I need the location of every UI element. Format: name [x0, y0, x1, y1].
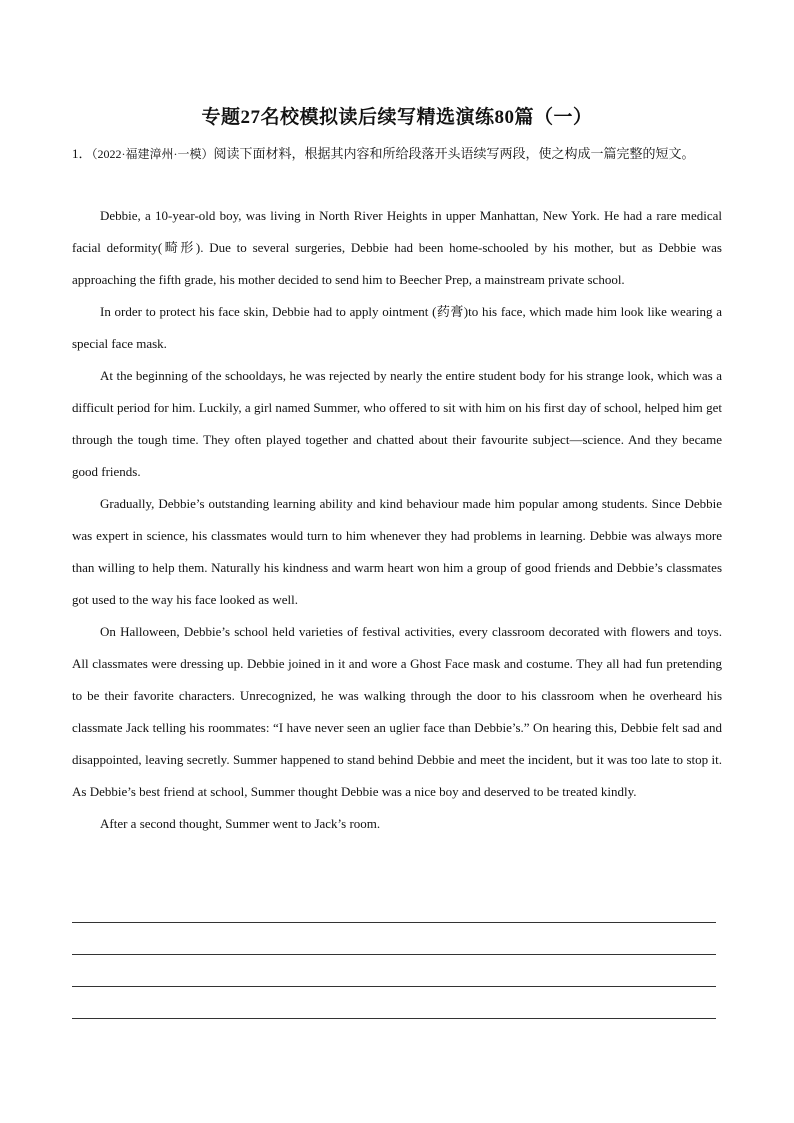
- passage-paragraph-4: Gradually, Debbie’s outstanding learning ability and kind behaviour made him popular among students. Since Debbie was expert in science, his classmates would turn to him whenever they had problems in learning. Debbie was always more than willing to help them. Naturally his kindness and warm heart won him a group of good friends and Debbie’s classmates got used to the way his face looked as well.: [72, 496, 722, 607]
- passage-paragraph-6: After a second thought, Summer went to Jack’s room.: [100, 816, 381, 831]
- answer-writing-area[interactable]: [72, 922, 716, 1050]
- page-title: 专题27名校模拟读后续写精选演练80篇（一）: [201, 107, 593, 128]
- passage-paragraph-5: On Halloween, Debbie’s school held varieties of festival activities, every classroom decorated with flowers and toys. All classmates were dressing up. Debbie joined in it and wore a Ghost Face mask and costume. They all had fun pretending to be their favorite characters. Unrecognized, he was walking through the door to his classroom when he overheard his classmate Jack telling his roommates: “I have never seen an uglier face than Debbie’s.” On hearing this, Debbie felt sad and disappointed, leaving secretly. Summer happened to stand behind Debbie and meet the incident, but it was too late to stop it. As Debbie’s best friend at school, Summer thought Debbie was a nice boy and deserved to be treated kindly.: [72, 624, 722, 799]
- question-prompt: [72, 142, 722, 166]
- passage-paragraph-2: In order to protect his face skin, Debbie had to apply ointment (药膏)to his face, which made him look like wearing a special face mask.: [72, 304, 722, 351]
- answer-line[interactable]: [72, 922, 716, 923]
- question-instruction: 阅读下面材料，根据其内容和所给段落开头语续写两段，使之构成一篇完整的短文。: [213, 146, 695, 161]
- question-number: 1．: [72, 146, 92, 161]
- answer-line[interactable]: [72, 1018, 716, 1019]
- answer-line[interactable]: [72, 954, 716, 955]
- question-source: （2022·福建漳州·一模）: [91, 147, 214, 161]
- reading-passage: [72, 200, 722, 840]
- passage-paragraph-3: At the beginning of the schooldays, he was rejected by nearly the entire student body for his strange look, which was a difficult period for him. Luckily, a girl named Summer, who offered to sit with him on his first day of school, helped him get through the tough time. They often played together and chatted about their favourite subject—science. And they became good friends.: [72, 368, 722, 479]
- answer-line[interactable]: [72, 986, 716, 987]
- passage-paragraph-1: Debbie, a 10-year-old boy, was living in North River Heights in upper Manhattan, New York. He had a rare medical facial deformity(畸形). Due to several surgeries, Debbie had been home-schooled by his mother, but as Debbie was approaching the fifth grade, his mother decided to send him to Beecher Prep, a mainstream private school.: [72, 208, 722, 287]
